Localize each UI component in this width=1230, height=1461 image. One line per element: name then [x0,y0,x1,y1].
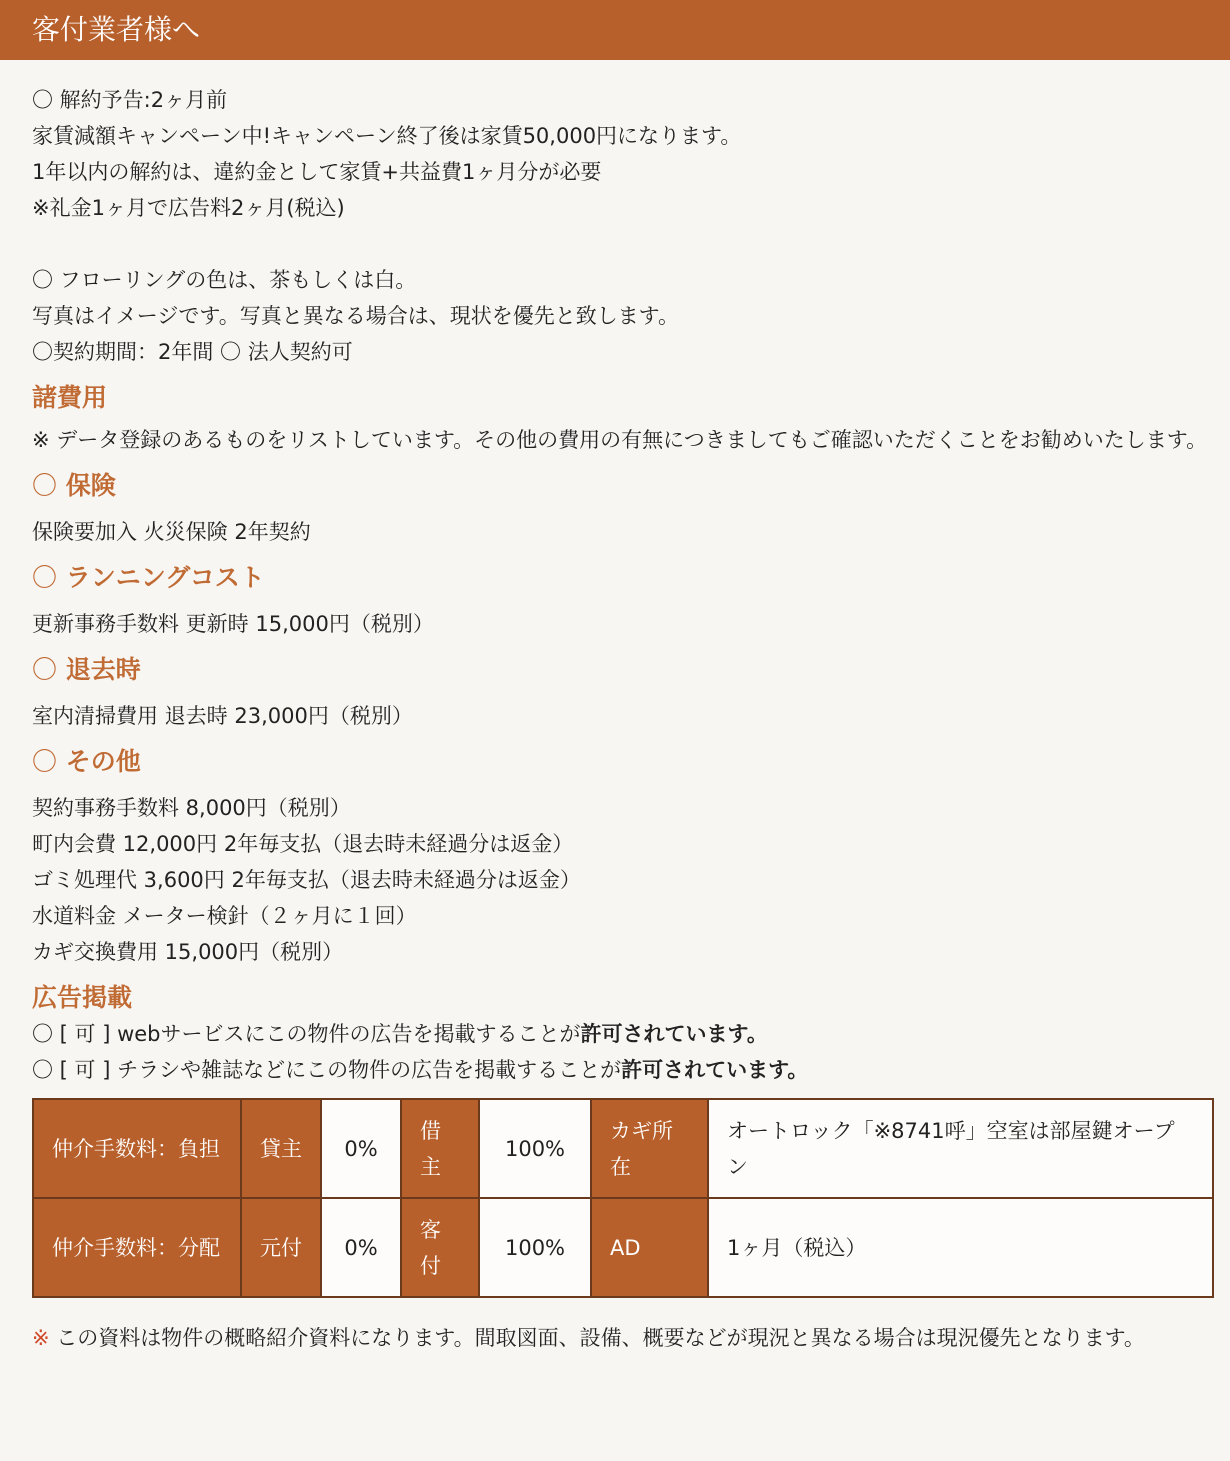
notice-line: 〇 フローリングの色は、茶もしくは白。 [32,268,417,292]
key-location-label: カギ所在 [591,1099,708,1198]
disclaimer [32,1320,1214,1356]
landlord-value: 0% [321,1099,401,1198]
circle-icon: 〇 [32,563,58,592]
notice-line: 家賃減額キャンペーン中!キャンペーン終了後は家賃50,000円になります。 [32,124,742,148]
ad-permission-print: 〇 [ 可 ] チラシや雑誌などにこの物件の広告を掲載することが許可されています。 [32,1058,809,1082]
moveout-title: 〇 退去時 [32,655,141,684]
notice-line: ※礼金1ヶ月で広告料2ヶ月(税込) [32,196,345,220]
main-content [0,60,1230,1356]
tenant-agent-label: 客付 [401,1198,479,1297]
insurance-title: 〇 保険 [32,471,116,500]
listing-agent-value: 0% [321,1198,401,1297]
notice-line: 1年以内の解約は、違約金として家賃+共益費1ヶ月分が必要 [32,160,602,184]
key-location-value: オートロック「※8741呼」空室は部屋鍵オープン [708,1099,1213,1198]
running-cost-title: 〇 ランニングコスト [32,563,265,592]
landlord-label: 貸主 [241,1099,321,1198]
fees-section-title: 諸費用 [32,383,108,412]
page-title: 客付業者様へ [32,13,201,46]
commission-split-label: 仲介手数料：分配 [33,1198,241,1297]
circle-icon: 〇 [32,747,58,776]
tenant-label: 借主 [401,1099,479,1198]
ad-permission-web: 〇 [ 可 ] webサービスにこの物件の広告を掲載することが許可されています。 [32,1022,768,1046]
notice-line: 写真はイメージです。写真と異なる場合は、現状を優先と致します。 [32,304,680,328]
commission-table [32,1098,1214,1298]
fee-item: 更新事務手数料 更新時 15,000円（税別） [32,612,434,636]
table-row [33,1099,1213,1198]
fee-item: 水道料金 メーター検針（２ヶ月に１回） [32,904,417,928]
fee-item: 契約事務手数料 8,000円（税別） [32,796,351,820]
ad-fee-value: 1ヶ月（税込） [708,1198,1213,1297]
page-header [0,0,1230,60]
notice-line: 〇 解約予告:2ヶ月前 [32,88,228,112]
fee-item: カギ交換費用 15,000円（税別） [32,940,344,964]
circle-icon: 〇 [32,471,58,500]
disclaimer-text: この資料は物件の概略紹介資料になります。間取図面、設備、概要などが現況と異なる場合は現況優先となります。 [49,1326,1145,1350]
asterisk-mark: ※ [32,1326,50,1350]
fee-item: 町内会費 12,000円 2年毎支払（退去時未経過分は返金） [32,832,574,856]
fee-item: 室内清掃費用 退去時 23,000円（税別） [32,704,413,728]
commission-burden-label: 仲介手数料：負担 [33,1099,241,1198]
other-fees-title: 〇 その他 [32,747,141,776]
fees-note: ※ データ登録のあるものをリストしています。その他の費用の有無につきましてもご確認いただくことをお勧めいたします。 [32,428,1208,452]
ad-fee-label: AD [591,1198,708,1297]
tenant-agent-value: 100% [479,1198,591,1297]
listing-agent-label: 元付 [241,1198,321,1297]
tenant-value: 100% [479,1099,591,1198]
table-row [33,1198,1213,1297]
ads-section-title: 広告掲載 [32,983,133,1012]
fee-item: 保険要加入 火災保険 2年契約 [32,520,311,544]
notice-line: 〇契約期間：2年間 〇 法人契約可 [32,340,353,364]
circle-icon: 〇 [32,655,58,684]
spacer [32,226,1214,262]
fee-item: ゴミ処理代 3,600円 2年毎支払（退去時未経過分は返金） [32,868,581,892]
